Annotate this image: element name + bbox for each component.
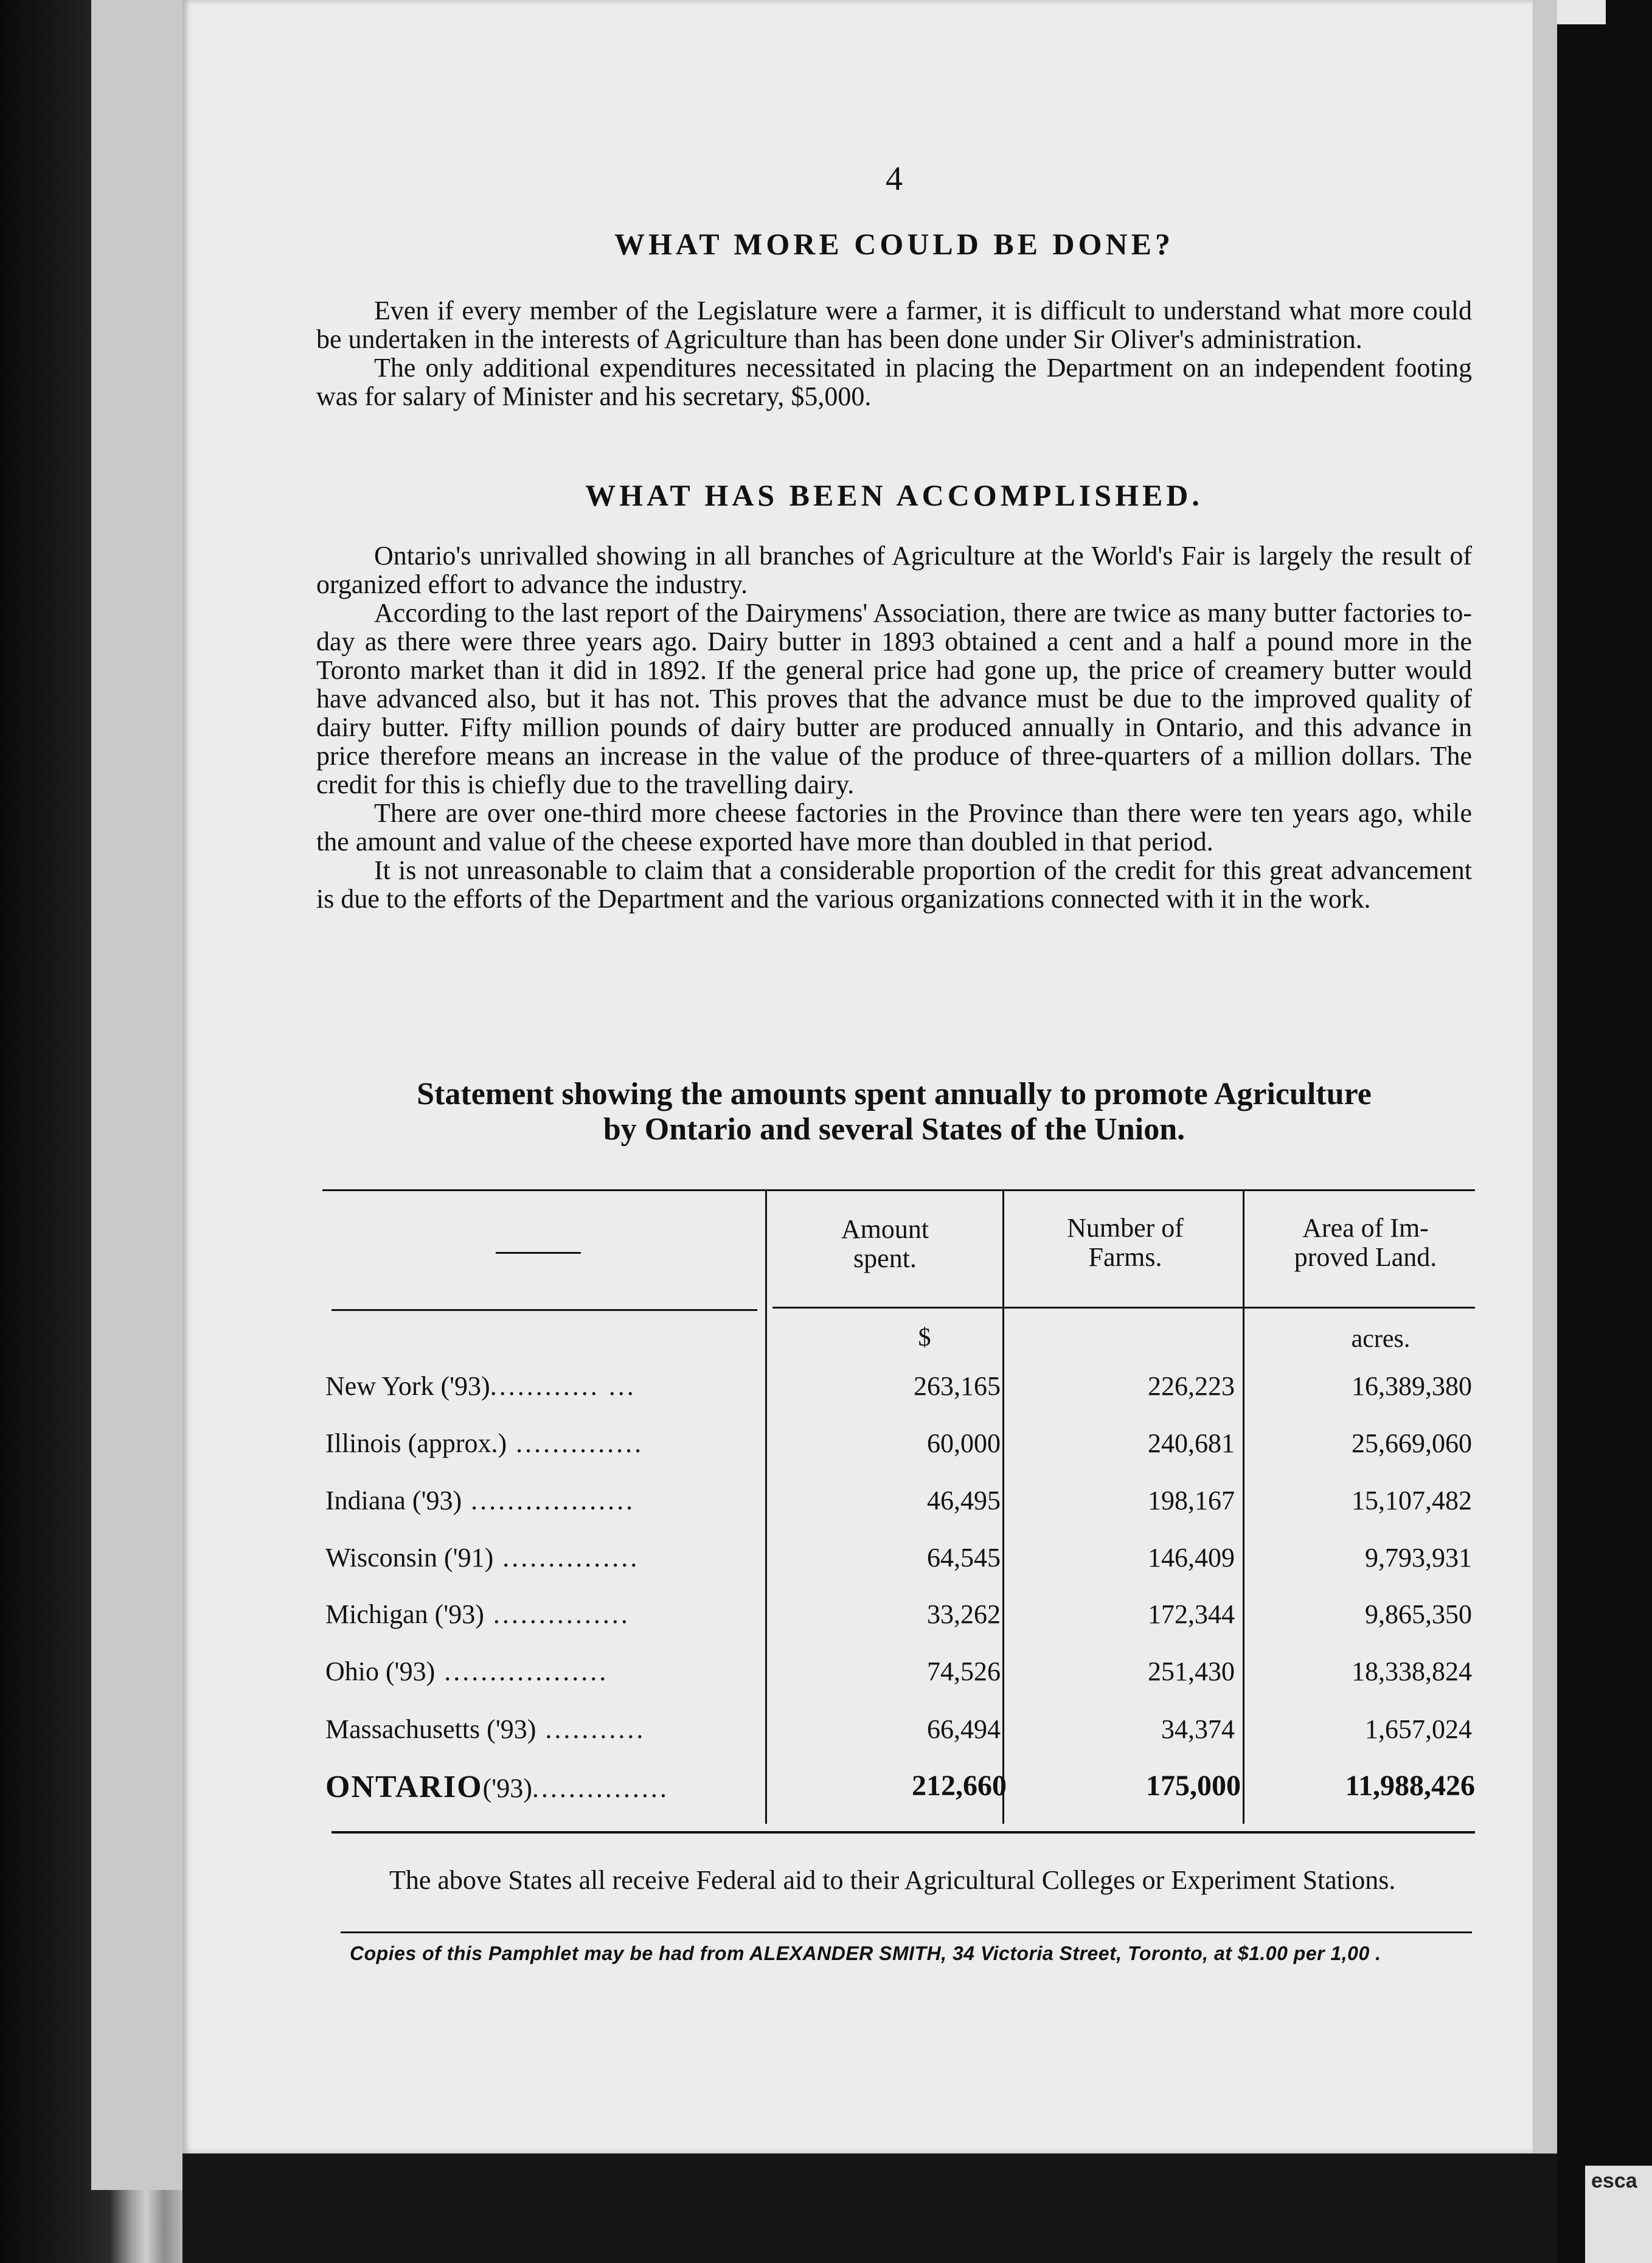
column-header-line: proved Land. [1294,1242,1437,1272]
area-cell: 11,988,426 [1345,1770,1475,1802]
area-cell: 18,338,824 [1352,1656,1472,1686]
farms-cell: 172,344 [1148,1599,1235,1629]
farms-cell: 240,681 [1148,1428,1235,1458]
farms-cell: 226,223 [1148,1371,1235,1401]
header-rule [331,1309,757,1311]
heading-accomplished: WHAT HAS BEEN ACCOMPLISHED. [585,478,1203,512]
heading-what-more: WHAT MORE COULD BE DONE? [614,227,1174,261]
amount-cell: 66,494 [927,1714,1001,1744]
area-cell: 1,657,024 [1365,1714,1472,1744]
paragraph: Ontario's unrivalled showing in all branches of Agriculture at the World's Fair is largely the result of organized effort to advance the industry. [316,541,1472,599]
leader-dots: ............... [484,1599,630,1629]
area-cell: 9,865,350 [1365,1599,1472,1629]
unit-acres: acres. [1351,1325,1411,1353]
amount-cell: 46,495 [927,1486,1001,1515]
farms-cell: 251,430 [1148,1656,1235,1686]
farms-cell: 146,409 [1148,1543,1235,1573]
row-label [325,1485,757,1516]
amount-cell: 64,545 [927,1543,1001,1573]
column-header-farms [1010,1214,1241,1272]
area-cell: 16,389,380 [1352,1371,1472,1401]
row-label [325,1599,757,1630]
table-top-rule [322,1189,1475,1191]
area-cell: 9,793,931 [1365,1543,1472,1573]
leader-dots: ............... [532,1773,669,1803]
table-row [325,1485,1472,1528]
state-name: Wisconsin ('91) [325,1543,494,1573]
column-header-amount [772,1215,998,1273]
section1-body [316,296,1472,411]
column-header-line: Number of [1067,1213,1184,1243]
year-label: ('93) [482,1773,532,1803]
footer-rule [341,1931,1472,1933]
state-name: Michigan ('93) [325,1599,484,1629]
row-label [325,1656,757,1687]
state-name: Massachusetts ('93) [325,1714,536,1744]
statement-title-line2: by Ontario and several States of the Union. [603,1112,1185,1147]
dark-margin-right [1557,0,1652,2263]
leader-dots: .................. [462,1486,636,1515]
table-row [325,1428,1472,1470]
paragraph: The only additional expenditures necessitated in placing the Department on an independent footing was for salary of Minister and his secretary, $5,000. [316,353,1472,411]
unit-dollar: $ [918,1324,931,1352]
paper-corner [1557,0,1606,24]
state-name: Illinois (approx.) [325,1428,507,1458]
page-number: 4 [886,160,903,198]
row-label [325,1769,757,1805]
paragraph: Even if every member of the Legislature were a farmer, it is difficult to understand what more could be undertaken in the interests of Agriculture than has been done under Sir Oliver's administration. [316,296,1472,354]
amount-cell: 263,165 [914,1371,1001,1401]
state-name: New York ('93) [325,1371,490,1401]
column-header-line: Farms. [1088,1242,1162,1272]
paragraph: There are over one-third more cheese factories in the Province than there were ten years ago, while the amount and value of the cheese exported have more than doubled in that period. [316,798,1472,857]
amount-cell: 60,000 [927,1428,1001,1458]
paragraph: It is not unreasonable to claim that a considerable proportion of the credit for this great advancement is due to the efforts of the Department and the various organizations connected with it in the work. [316,855,1472,914]
section2-body [316,541,1472,913]
leader-dots: .................. [435,1656,609,1686]
leader-dots: ............... [493,1543,640,1573]
table-row [325,1714,1472,1756]
bottom-shadow [182,2154,1557,2263]
row-label [325,1371,757,1402]
leader-dots: ............ ... [490,1371,636,1401]
margin-scrap-text: esca [1585,2166,1652,2263]
table-note [331,1863,1487,1897]
state-name: Indiana ('93) [325,1486,462,1515]
column-header-line: spent. [853,1243,917,1273]
amount-cell: 33,262 [927,1599,1001,1629]
column-header-line: Area of Im- [1302,1213,1429,1243]
table-row [325,1542,1472,1585]
row-label [325,1714,757,1745]
province-name: ONTARIO [325,1770,483,1804]
amount-cell: 212,660 [912,1770,1007,1802]
footer-note: Copies of this Pamphlet may be had from ALEXANDER SMITH, 34 Victoria Street, Toronto, at $1.00 per 1,00 . [350,1942,1381,1964]
statement-title [316,1077,1472,1147]
statement-title-line1: Statement showing the amounts spent annually to promote Agriculture [417,1077,1372,1111]
farms-cell: 175,000 [1146,1770,1241,1802]
area-cell: 25,669,060 [1352,1428,1472,1458]
leader-dots: .............. [507,1428,644,1458]
farms-cell: 34,374 [1161,1714,1235,1744]
table-row [325,1656,1472,1698]
farms-cell: 198,167 [1148,1486,1235,1515]
header-rule [772,1307,1475,1309]
leader-dots: ........... [536,1714,646,1744]
table-row-total [325,1769,1475,1812]
area-cell: 15,107,482 [1352,1486,1472,1515]
table-bottom-rule [331,1831,1475,1834]
column-header-area [1250,1214,1481,1272]
row-label [325,1542,757,1573]
header-dash [496,1252,581,1254]
amount-cell: 74,526 [927,1656,1001,1686]
table-row [325,1599,1472,1641]
column-header-line: Amount [841,1214,929,1244]
table-row [325,1371,1472,1413]
state-name: Ohio ('93) [325,1656,436,1686]
paragraph: According to the last report of the Dairymens' Association, there are twice as many butter factories to-day as there were three years ago. Dairy butter in 1893 obtained a cent and a half a pound more in the Toronto market than it did in 1892. If the general price had gone up, the price of creamery butter would have advanced also, but it has not. This proves that the advance must be due to the improved quality of dairy butter. Fifty million pounds of dairy butter are produced annually in Ontario, and this advance in price therefore means an increase in the value of the produce of three-quarters of a million dollars. The credit for this is chiefly due to the travelling dairy. [316,598,1472,799]
row-label [325,1428,757,1459]
note-text: The above States all receive Federal aid to their Agricultural Colleges or Experiment Stations. [389,1865,1396,1895]
